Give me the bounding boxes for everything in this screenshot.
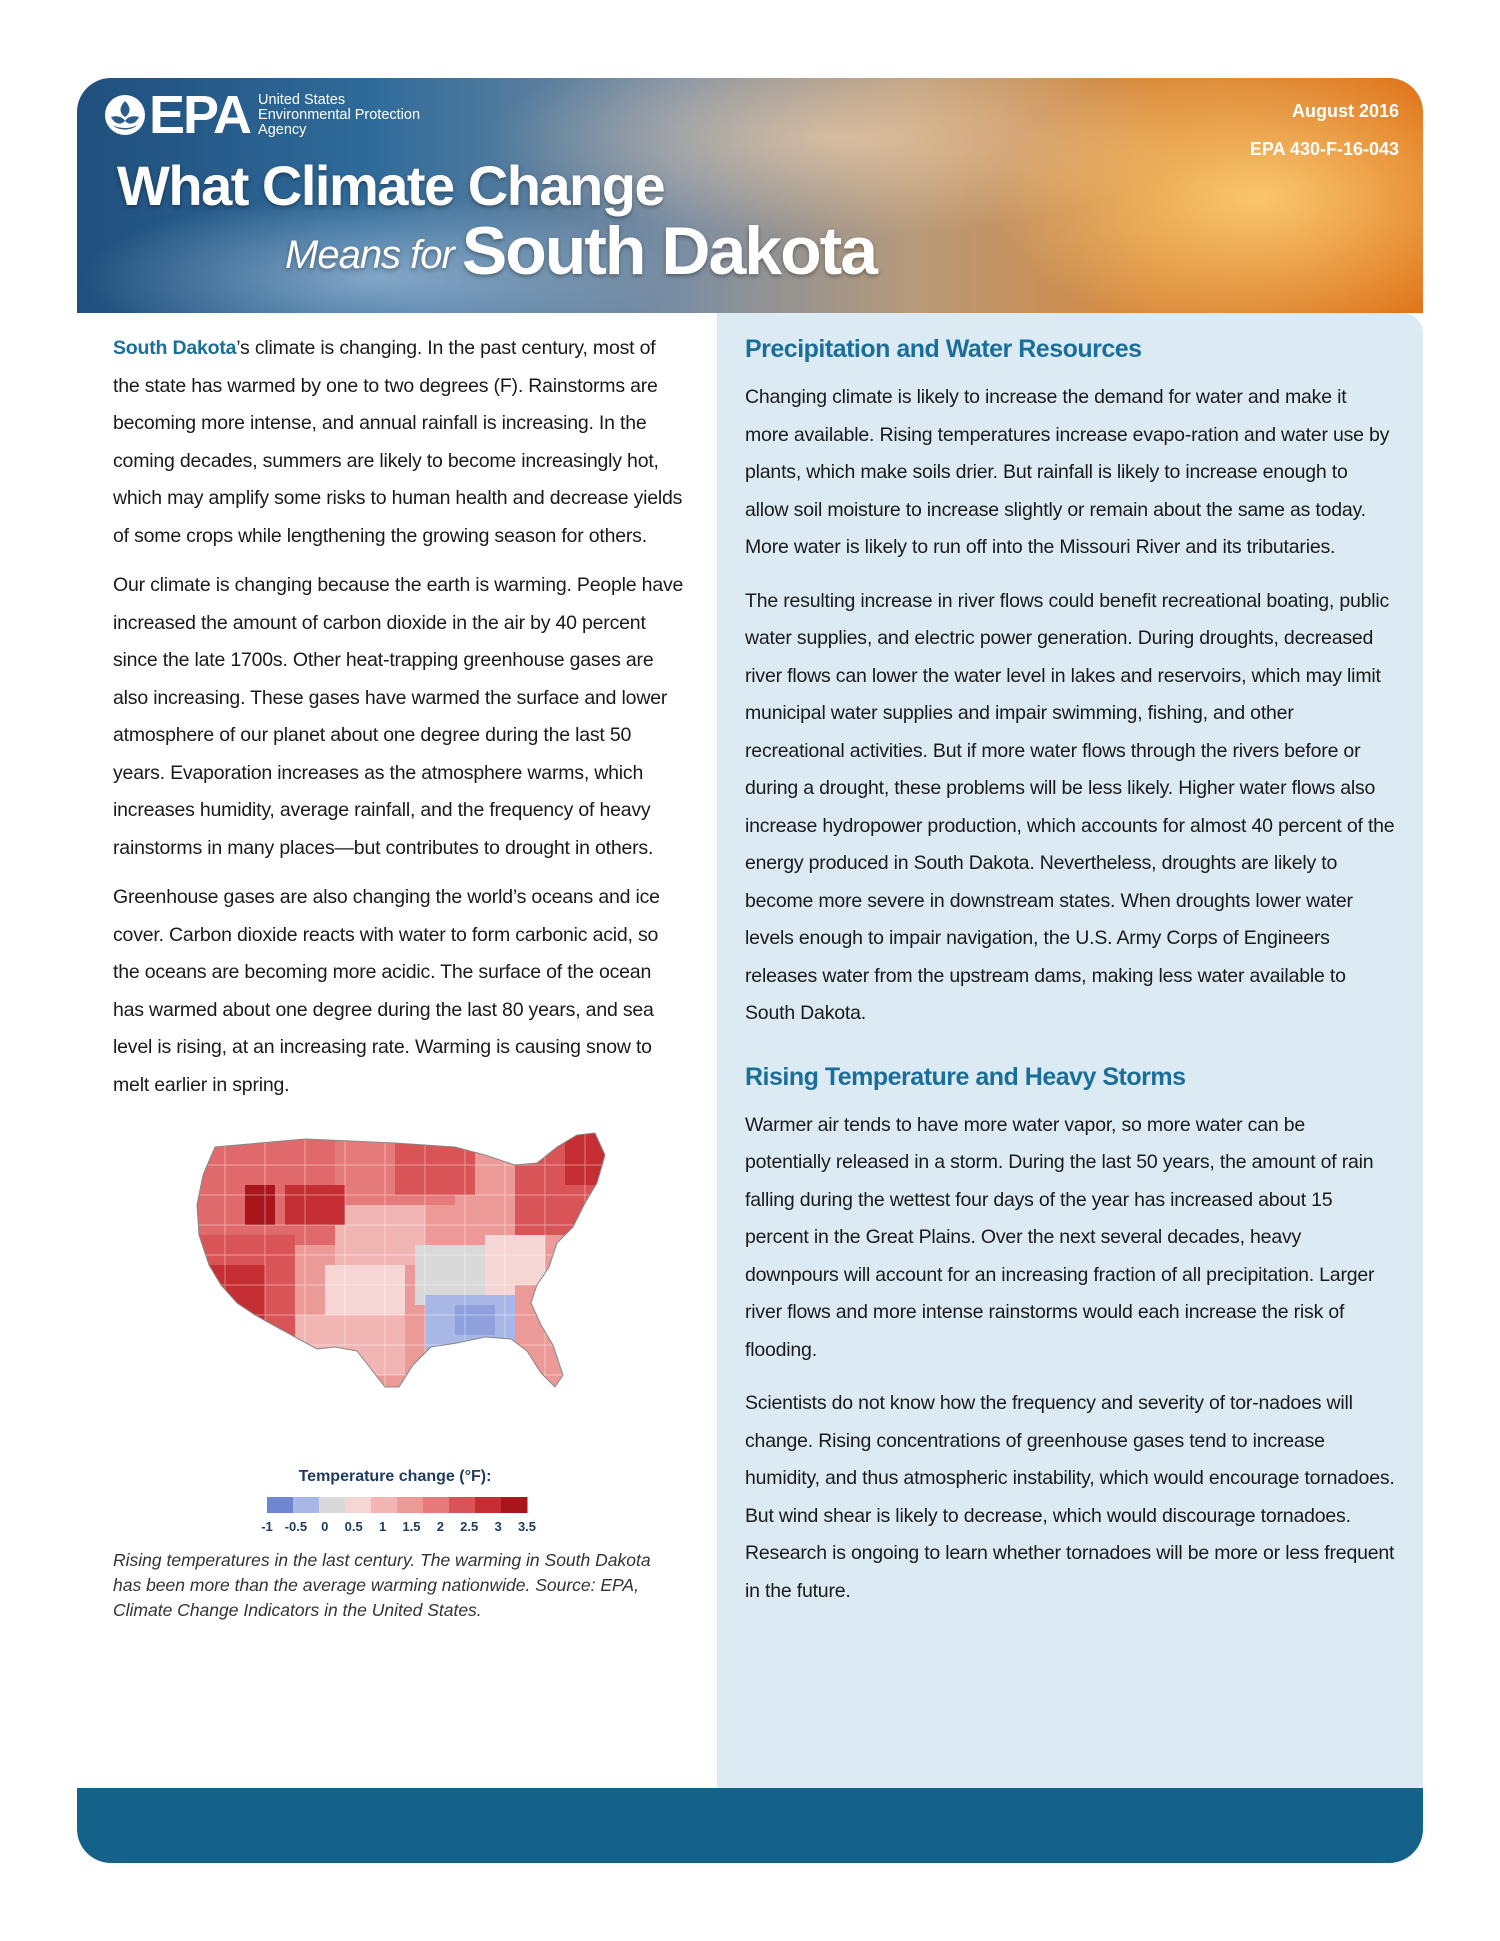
legend-tick-label: -0.5 <box>284 1519 308 1534</box>
legend-swatch <box>267 1497 294 1513</box>
legend-tick-label: 0 <box>321 1519 329 1534</box>
map-legend-title: Temperature change (°F): <box>298 1468 492 1485</box>
intro-paragraph <box>113 330 687 555</box>
intro-text: ’s climate is changing. In the past century, most of the state has warmed by one to two degrees (F). Rainstorms are becoming more intense, and annual rainfall is increasing. In the coming decades, summers are likely to become increasingly hot, which may amplify some risks to human health and decrease yields of some crops while lengthening the growing season for others. <box>113 337 683 547</box>
storms-paragraph-1: Warmer air tends to have more water vapor, so more water can be potentially released in a storm. During the last 50 years, the amount of rain falling during the wettest four days of the year has increased about 15 percent in the Great Plains. Over the next several decades, heavy downpours will account for an increasing fraction of all precipitation. Larger river flows and more intense rainstorms would each increase the risk of flooding. <box>745 1113 1375 1361</box>
legend-swatch <box>371 1497 398 1513</box>
epa-logo <box>103 85 421 145</box>
precipitation-paragraph-1: Changing climate is likely to increase the demand for water and make it more available. Rising temperatures increase evapo-ration and water use by plants, which make soils drier. But rainfall is likely to increase enough to allow soil moisture to increase slightly or remain about the same as today. More water is likely to run off into the Missouri River and its tributaries. <box>745 386 1390 558</box>
legend-swatch <box>397 1497 424 1513</box>
legend-tick-label: 2.5 <box>460 1519 479 1534</box>
agency-line-2: Environmental Protection <box>258 106 421 123</box>
agency-line-3: Agency <box>258 121 307 138</box>
legend-tick-label: 3.5 <box>517 1519 537 1534</box>
heading-rising-temperature: Rising Temperature and Heavy Storms <box>745 1062 1186 1091</box>
map-caption: Rising temperatures in the last century. The warming in South Dakota has been more than the average warming nationwide. Source: EPA, Climate Change Indicators in the United States. <box>113 1550 651 1620</box>
title-means-for: Means for <box>285 233 454 277</box>
left-body <box>113 330 687 1104</box>
page-frame <box>77 78 1423 1863</box>
legend-swatch <box>345 1497 372 1513</box>
us-temperature-map <box>185 1125 645 1455</box>
legend-swatch <box>423 1497 450 1513</box>
document-number: EPA 430-F-16-043 <box>1249 139 1399 159</box>
legend-swatch <box>449 1497 476 1513</box>
lead-state-name: South Dakota <box>113 337 237 359</box>
publication-meta <box>1250 92 1399 168</box>
legend-swatch <box>475 1497 502 1513</box>
title-state: South Dakota <box>461 213 877 289</box>
legend-tick-label: 2 <box>436 1519 444 1534</box>
legend-tick-label: 1.5 <box>402 1519 421 1534</box>
footer-bar <box>77 1788 1423 1863</box>
oceans-paragraph: Greenhouse gases are also changing the world’s oceans and ice cover. Carbon dioxide reacts with water to form carbonic acid, so the oceans are becoming more acidic. The surface of the ocean has warmed about one degree during the last 80 years, and sea level is rising, at an increasing rate. Warming is causing snow to melt earlier in spring. <box>113 886 660 1096</box>
legend-tick-label: -1 <box>261 1519 273 1534</box>
legend-swatch <box>319 1497 346 1513</box>
legend-tick-label: 3 <box>494 1519 502 1534</box>
warming-paragraph: Our climate is changing because the earth is warming. People have increased the amount of carbon dioxide in the air by 40 percent since the late 1700s. Other heat-trapping greenhouse gases are also increasing. These gases have warmed the surface and lower atmosphere of our planet about one degree during the last 50 years. Evaporation increases as the atmosphere warms, which increases humidity, average rainfall, and the frequency of heavy rainstorms in many places—but contributes to drought in others. <box>113 574 684 859</box>
title-line-2 <box>285 212 876 290</box>
epa-flower-icon <box>103 93 147 137</box>
legend-swatch <box>293 1497 320 1513</box>
legend-swatch <box>501 1497 528 1513</box>
title-line-1: What Climate Change <box>117 154 665 217</box>
legend-tick-label: 0.5 <box>344 1519 363 1534</box>
agency-name <box>258 93 420 138</box>
precipitation-paragraph-2: The resulting increase in river flows could benefit recreational boating, public water supplies, and electric power generation. During droughts, decreased river flows can lower the water level in lakes and reservoirs, which may limit municipal water supplies and impair swimming, fishing, and other recreational activities. But if more water flows through the rivers before or during a drought, these problems will be less likely. Higher water flows also increase hydropower production, which accounts for almost 40 percent of the energy produced in South Dakota. Nevertheless, droughts are likely to become more severe in downstream states. When droughts lower water levels enough to impair navigation, the U.S. Army Corps of Engineers releases water from the upstream dams, making less water available to South Dakota. <box>745 589 1395 1024</box>
heading-precipitation: Precipitation and Water Resources <box>745 335 1142 363</box>
temperature-legend <box>257 1493 537 1553</box>
right-column-panel <box>717 313 1423 1863</box>
legend-tick-label: 1 <box>378 1519 387 1534</box>
left-column <box>77 313 717 1863</box>
epa-wordmark: EPA <box>149 85 251 145</box>
right-body <box>745 331 1395 1610</box>
header-banner <box>77 78 1423 313</box>
publication-date: August 2016 <box>1291 101 1399 121</box>
agency-line-1: United States <box>258 91 346 108</box>
storms-paragraph-2: Scientists do not know how the frequency and severity of tor-nadoes will change. Rising concentrations of greenhouse gases tend to increase humidity, and thus atmospheric instability, which would encourage tornadoes. But wind shear is likely to decrease, which would discourage tornadoes. Research is ongoing to learn whether tornadoes will be more or less frequent in the future. <box>745 1392 1395 1602</box>
